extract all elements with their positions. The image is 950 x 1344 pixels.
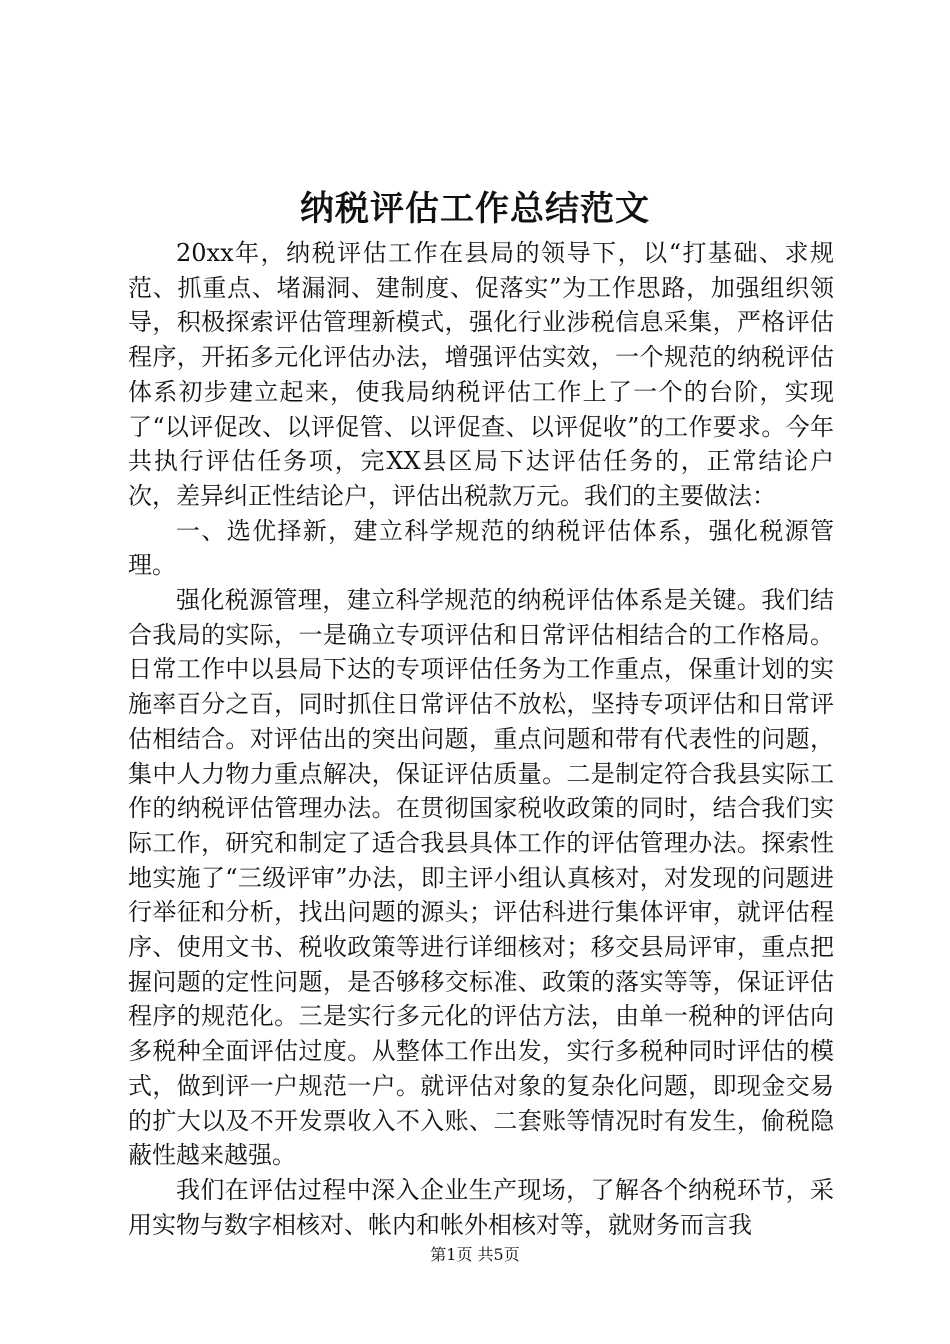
- page-number: 第1页 共5页: [430, 1245, 520, 1264]
- paragraph-intro: 20xx年，纳税评估工作在县局的领导下，以“打基础、求规范、抓重点、堵漏洞、建制度、促落实”为工作思路，加强组织领导，积极探索评估管理新模式，强化行业涉税信息采集，严格评估程序，开拓多元化评估办法，增强评估实效，一个规范的纳税评估体系初步建立起来，使我局纳税评估工作上了一个的台阶，实现了“以评促改、以评促管、以评促查、以评促收”的工作要求。今年共执行评估任务项，完XX县区局下达评估任务的，正常结论户次，差异纠正性结论户，评估出税款万元。我们的主要做法：: [128, 239, 834, 510]
- document-body: [128, 236, 834, 1242]
- paragraph-section-heading: 一、选优择新，建立科学规范的纳税评估体系，强化税源管理。: [128, 516, 834, 580]
- paragraph-continued: 我们在评估过程中深入企业生产现场，了解各个纳税环节，采用实物与数字相核对、帐内和帐外相核对等，就财务而言我: [128, 1175, 834, 1239]
- paragraph-main: 强化税源管理，建立科学规范的纳税评估体系是关键。我们结合我局的实际，一是确立专项评估和日常评估相结合的工作格局。日常工作中以县局下达的专项评估任务为工作重点，保重计划的实施率百分之百，同时抓住日常评估不放松，坚持专项评估和日常评估相结合。对评估出的突出问题，重点问题和带有代表性的问题，集中人力物力重点解决，保证评估质量。二是制定符合我县实际工作的纳税评估管理办法。在贯彻国家税收政策的同时，结合我们实际工作，研究和制定了适合我县具体工作的评估管理办法。探索性地实施了“三级评审”办法，即主评小组认真核对，对发现的问题进行举征和分析，找出问题的源头；评估科进行集体评审，就评估程序、使用文书、税收政策等进行详细核对；移交县局评审，重点把握问题的定性问题，是否够移交标准、政策的落实等等，保证评估程序的规范化。三是实行多元化的评估方法，由单一税种的评估向多税种全面评估过度。从整体工作出发，实行多税种同时评估的模式，做到评一户规范一户。就评估对象的复杂化问题，即现金交易的扩大以及不开发票收入不入账、二套账等情况时有发生，偷税隐蔽性越来越强。: [128, 586, 834, 1170]
- document-title: 纳税评估工作总结范文: [300, 189, 650, 229]
